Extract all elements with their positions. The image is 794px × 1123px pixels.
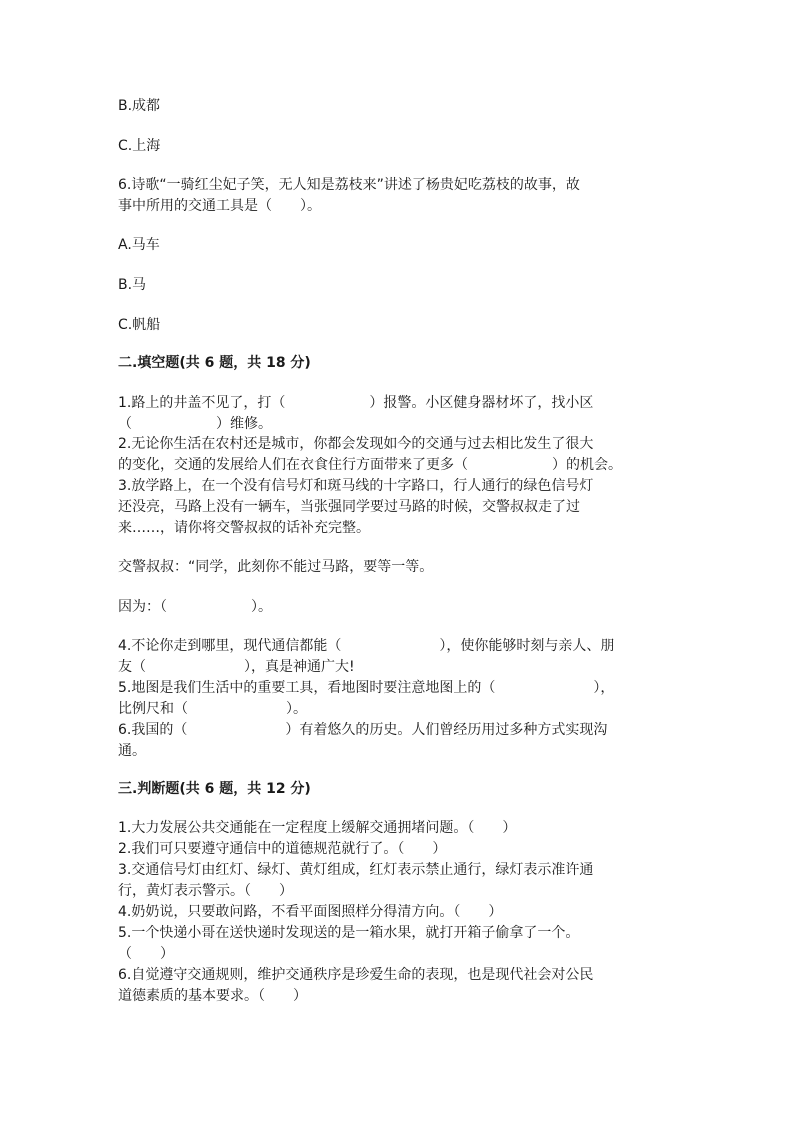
q6-option-c: C.帆船 — [118, 317, 161, 333]
fill-line: 5.地图是我们生活中的重要工具，看地图时要注意地图上的（ ）， — [118, 680, 615, 696]
fill-line: 来……，请你将交警叔叔的话补充完整。 — [118, 520, 370, 536]
fill-line: 1.路上的井盖不见了，打（ ）报警。小区健身器材坏了，找小区 — [118, 395, 594, 411]
fill-line: 还没亮，马路上没有一辆车，当张强同学要过马路的时候，交警叔叔走了过 — [118, 499, 580, 515]
fill-line: 4.不论你走到哪里，现代通信都能（ ），使你能够时刻与亲人、朋 — [118, 638, 615, 654]
fill-line: 通。 — [118, 743, 146, 759]
judge-line: 行，黄灯表示警示。（ ） — [118, 883, 293, 899]
police-quote: 交警叔叔：“同学，此刻你不能过马路，要等一等。 — [118, 559, 434, 575]
section-2-heading: 二.填空题(共 6 题，共 18 分) — [118, 355, 311, 371]
q6-stem-line-2: 事中所用的交通工具是（ ）。 — [118, 198, 321, 214]
option-b-chengdu: B.成都 — [118, 98, 161, 114]
judge-line: 5.一个快递小哥在送快递时发现送的是一箱水果，就打开箱子偷拿了一个。 — [118, 925, 580, 941]
fill-line: 的变化，交通的发展给人们在衣食住行方面带来了更多（ ）的机会。 — [118, 457, 622, 473]
fill-line: 比例尺和（ ）。 — [118, 701, 307, 717]
because-blank: 因为：（ ）。 — [118, 599, 272, 615]
fill-line: 友（ ），真是神通广大! — [118, 659, 355, 675]
q6-stem-line-1: 6.诗歌“一骑红尘妃子笑，无人知是荔枝来”讲述了杨贵妃吃荔枝的故事，故 — [118, 177, 580, 193]
fill-line: 2.无论你生活在农村还是城市，你都会发现如今的交通与过去相比发生了很大 — [118, 436, 594, 452]
judge-line: （ ） — [118, 946, 174, 962]
judge-line: 2.我们可只要遵守通信中的道德规范就行了。（ ） — [118, 841, 447, 857]
fill-line: 3.放学路上，在一个没有信号灯和斑马线的十字路口，行人通行的绿色信号灯 — [118, 478, 594, 494]
judge-line: 道德素质的基本要求。（ ） — [118, 988, 307, 1004]
fill-line: 6.我国的（ ）有着悠久的历史。人们曾经历用过多种方式实现沟 — [118, 722, 608, 738]
judge-line: 6.自觉遵守交通规则，维护交通秩序是珍爱生命的表现，也是现代社会对公民 — [118, 967, 594, 983]
section-3-heading: 三.判断题(共 6 题，共 12 分) — [118, 781, 311, 797]
judge-line: 3.交通信号灯由红灯、绿灯、黄灯组成，红灯表示禁止通行，绿灯表示准许通 — [118, 862, 594, 878]
q6-option-a: A.马车 — [118, 237, 160, 253]
judge-line: 4.奶奶说，只要敢问路，不看平面图照样分得清方向。（ ） — [118, 904, 503, 920]
q6-option-b: B.马 — [118, 277, 147, 293]
judge-line: 1.大力发展公共交通能在一定程度上缓解交通拥堵问题。（ ） — [118, 820, 517, 836]
option-c-shanghai: C.上海 — [118, 138, 161, 154]
fill-line: （ ）维修。 — [118, 416, 272, 432]
